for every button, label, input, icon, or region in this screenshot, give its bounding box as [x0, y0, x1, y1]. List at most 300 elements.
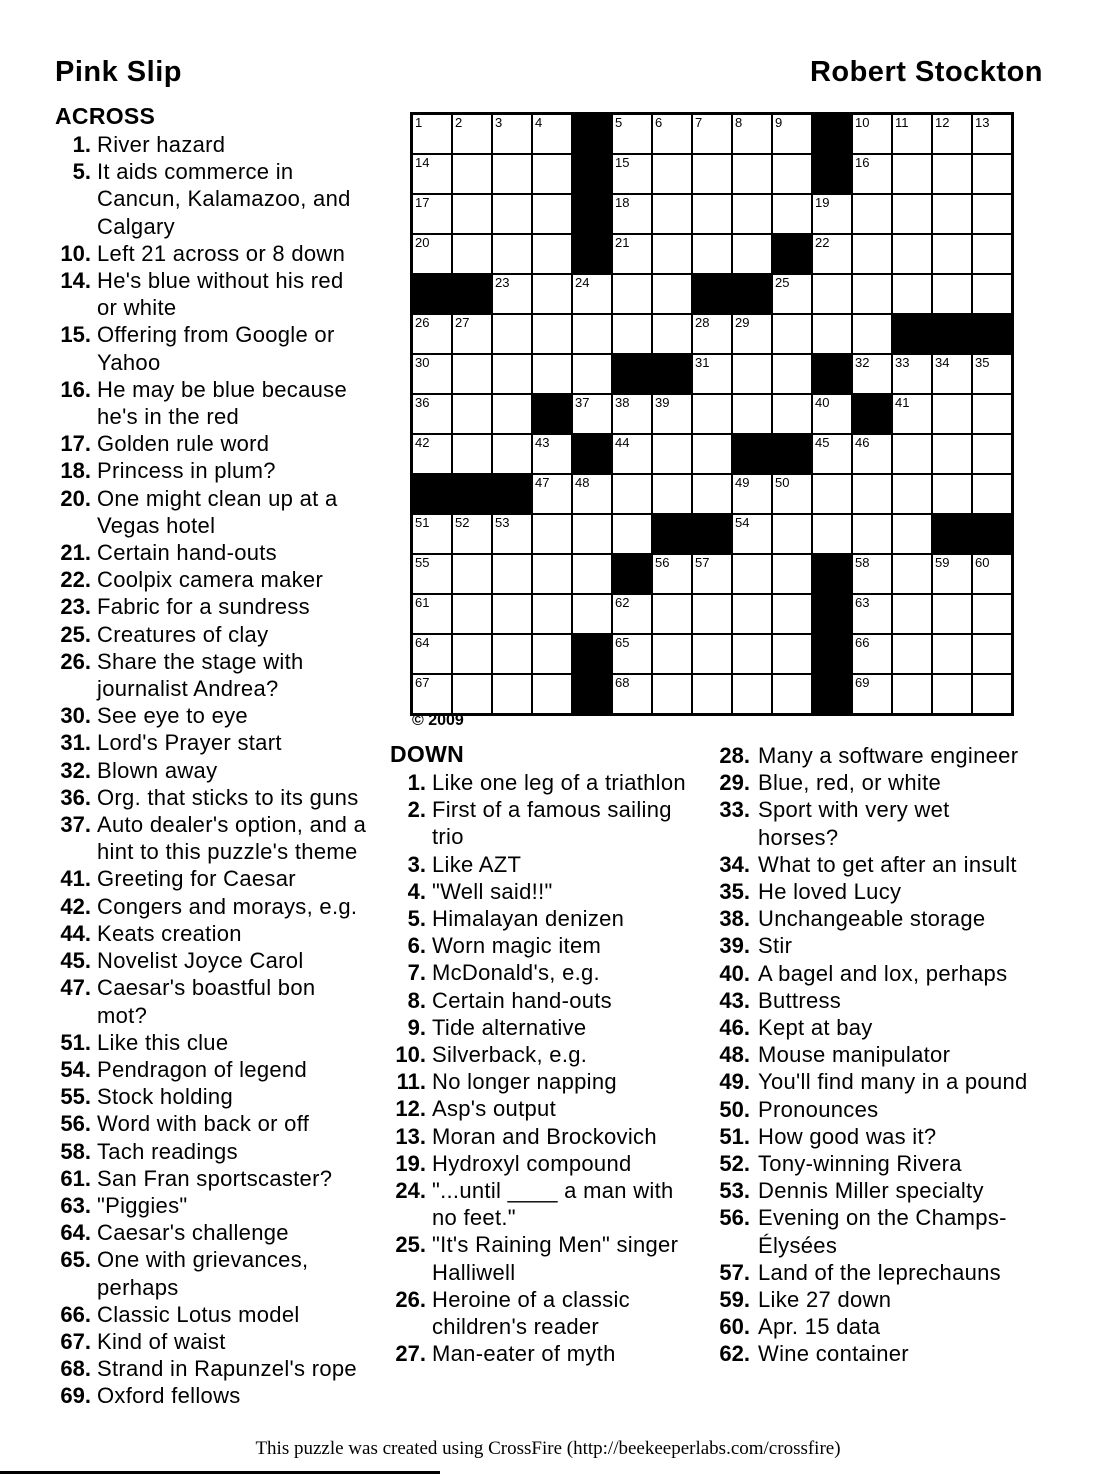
clue-item: [55, 757, 391, 784]
grid-cell-r10c10[interactable]: [812, 514, 852, 554]
clue-text-line: Sport with very wet: [758, 797, 950, 823]
clue-item: [55, 566, 391, 593]
grid-cell-r11c3[interactable]: [532, 554, 572, 594]
grid-cell-r8c13[interactable]: [932, 434, 972, 474]
grid-cell-r11c13[interactable]: [932, 554, 972, 594]
grid-cell-r7c14[interactable]: [972, 394, 1012, 434]
grid-cell-r6c4[interactable]: [572, 354, 612, 394]
grid-cell-r6c2[interactable]: [492, 354, 532, 394]
grid-cell-r1c1[interactable]: [452, 154, 492, 194]
cell-number: 31: [695, 355, 710, 370]
grid-cell-r8c7[interactable]: [692, 434, 732, 474]
grid-cell-r7c7[interactable]: [692, 394, 732, 434]
grid-cell-r7c13[interactable]: [932, 394, 972, 434]
grid-cell-r4c2[interactable]: [492, 274, 532, 314]
grid-cell-r5c5[interactable]: [612, 314, 652, 354]
grid-cell-r5c2[interactable]: [492, 314, 532, 354]
clue-number: 56.: [60, 1111, 91, 1137]
black-cell-r14c4: [572, 674, 612, 714]
grid-cell-r8c5[interactable]: [612, 434, 652, 474]
grid-cell-r2c0[interactable]: [412, 194, 452, 234]
clue-text-line: "Well said!!": [432, 878, 553, 904]
grid-cell-r3c5[interactable]: [612, 234, 652, 274]
clue-number: 55.: [60, 1084, 91, 1110]
grid-cell-r11c6[interactable]: [652, 554, 692, 594]
cell-number: 28: [695, 315, 710, 330]
grid-cell-r9c10[interactable]: [812, 474, 852, 514]
grid-cell-r10c4[interactable]: [572, 514, 612, 554]
clue-number: 6.: [407, 933, 426, 959]
grid-cell-r0c1[interactable]: [452, 114, 492, 154]
grid-cell-r6c0[interactable]: [412, 354, 452, 394]
grid-cell-r0c9[interactable]: [772, 114, 812, 154]
grid-cell-r4c10[interactable]: [812, 274, 852, 314]
clue-text-line: Buttress: [758, 987, 842, 1013]
clue-number: 51.: [719, 1123, 750, 1149]
clue-item: [390, 987, 720, 1014]
grid-cell-r10c5[interactable]: [612, 514, 652, 554]
clue-text-line: or white: [97, 295, 177, 321]
grid-cell-r11c1[interactable]: [452, 554, 492, 594]
cell-number: 49: [735, 475, 750, 490]
grid-cell-r13c13[interactable]: [932, 634, 972, 674]
grid-cell-r8c0[interactable]: [412, 434, 452, 474]
grid-cell-r1c8[interactable]: [732, 154, 772, 194]
cell-number: 62: [615, 595, 630, 610]
black-cell-r10c6: [652, 514, 692, 554]
grid-cell-r5c9[interactable]: [772, 314, 812, 354]
cell-number: 2: [455, 115, 463, 130]
grid-cell-r6c1[interactable]: [452, 354, 492, 394]
clue-number: 54.: [60, 1056, 91, 1082]
grid-cell-r0c14[interactable]: [972, 114, 1012, 154]
crossfire-credit: This puzzle was created using CrossFire (http://beekeeperlabs.com/crossfire): [255, 1438, 841, 1459]
grid-cell-r10c1[interactable]: [452, 514, 492, 554]
clue-text-line: Yahoo: [97, 349, 161, 375]
grid-cell-r9c3[interactable]: [532, 474, 572, 514]
grid-cell-r5c8[interactable]: [732, 314, 772, 354]
grid-cell-r9c12[interactable]: [892, 474, 932, 514]
cell-number: 30: [415, 355, 430, 370]
black-cell-r8c8: [732, 434, 772, 474]
cell-number: 10: [855, 115, 870, 130]
clue-text-line: Himalayan denizen: [432, 906, 625, 932]
grid-cell-r12c6[interactable]: [652, 594, 692, 634]
grid-cell-r4c12[interactable]: [892, 274, 932, 314]
grid-cell-r3c13[interactable]: [932, 234, 972, 274]
cell-number: 41: [895, 395, 910, 410]
grid-cell-r8c12[interactable]: [892, 434, 932, 474]
grid-cell-r1c14[interactable]: [972, 154, 1012, 194]
clue-number: 26.: [60, 648, 91, 674]
clue-number: 5.: [72, 159, 91, 185]
grid-cell-r1c5[interactable]: [612, 154, 652, 194]
grid-cell-r3c3[interactable]: [532, 234, 572, 274]
grid-cell-r11c7[interactable]: [692, 554, 732, 594]
grid-cell-r6c14[interactable]: [972, 354, 1012, 394]
grid-cell-r3c1[interactable]: [452, 234, 492, 274]
cell-number: 48: [575, 475, 590, 490]
clue-text-line: McDonald's, e.g.: [432, 960, 600, 986]
grid-cell-r9c6[interactable]: [652, 474, 692, 514]
grid-cell-r14c12[interactable]: [892, 674, 932, 714]
grid-cell-r7c5[interactable]: [612, 394, 652, 434]
grid-cell-r9c11[interactable]: [852, 474, 892, 514]
grid-cell-r13c3[interactable]: [532, 634, 572, 674]
grid-cell-r4c6[interactable]: [652, 274, 692, 314]
clue-text-line: Pronounces: [758, 1096, 879, 1122]
grid-cell-r1c0[interactable]: [412, 154, 452, 194]
clue-number: 30.: [60, 703, 91, 729]
clue-item: [55, 1219, 391, 1246]
grid-cell-r14c9[interactable]: [772, 674, 812, 714]
cell-number: 67: [415, 675, 430, 690]
cell-number: 6: [655, 115, 663, 130]
clue-text-line: "Piggies": [97, 1192, 188, 1218]
grid-cell-r1c9[interactable]: [772, 154, 812, 194]
clue-text-line: See eye to eye: [97, 703, 248, 729]
cell-number: 53: [495, 515, 510, 530]
clue-text-line: Caesar's boastful bon: [97, 975, 316, 1001]
clue-number: 26.: [395, 1286, 426, 1312]
grid-cell-r13c9[interactable]: [772, 634, 812, 674]
clue-item: [55, 267, 391, 321]
grid-cell-r0c11[interactable]: [852, 114, 892, 154]
clue-item: [714, 932, 1058, 959]
grid-cell-r14c11[interactable]: [852, 674, 892, 714]
grid-cell-r7c0[interactable]: [412, 394, 452, 434]
grid-cell-r11c11[interactable]: [852, 554, 892, 594]
clue-text-line: Blue, red, or white: [758, 770, 942, 796]
grid-cell-r14c1[interactable]: [452, 674, 492, 714]
clue-number: 53.: [719, 1178, 750, 1204]
grid-cell-r4c13[interactable]: [932, 274, 972, 314]
clue-item: [55, 1056, 391, 1083]
cell-number: 61: [415, 595, 430, 610]
grid-cell-r13c0[interactable]: [412, 634, 452, 674]
clue-number: 59.: [719, 1287, 750, 1313]
grid-cell-r7c2[interactable]: [492, 394, 532, 434]
grid-cell-r14c2[interactable]: [492, 674, 532, 714]
clue-item: [390, 1150, 720, 1177]
grid-cell-r11c14[interactable]: [972, 554, 1012, 594]
grid-cell-r8c2[interactable]: [492, 434, 532, 474]
grid-cell-r12c1[interactable]: [452, 594, 492, 634]
clue-text-line: Élysées: [758, 1232, 838, 1258]
cell-number: 56: [655, 555, 670, 570]
clue-item: [390, 959, 720, 986]
grid-cell-r14c13[interactable]: [932, 674, 972, 714]
grid-cell-r3c14[interactable]: [972, 234, 1012, 274]
grid-cell-r14c5[interactable]: [612, 674, 652, 714]
cell-number: 51: [415, 515, 430, 530]
grid-cell-r3c12[interactable]: [892, 234, 932, 274]
grid-cell-r12c5[interactable]: [612, 594, 652, 634]
clue-text-line: He loved Lucy: [758, 879, 902, 905]
grid-cell-r4c11[interactable]: [852, 274, 892, 314]
grid-cell-r2c14[interactable]: [972, 194, 1012, 234]
grid-cell-r5c10[interactable]: [812, 314, 852, 354]
grid-cell-r2c3[interactable]: [532, 194, 572, 234]
cell-number: 18: [615, 195, 630, 210]
grid-cell-r13c1[interactable]: [452, 634, 492, 674]
grid-cell-r12c2[interactable]: [492, 594, 532, 634]
grid-cell-r12c9[interactable]: [772, 594, 812, 634]
grid-cell-r11c12[interactable]: [892, 554, 932, 594]
black-cell-r9c0: [412, 474, 452, 514]
grid-cell-r0c5[interactable]: [612, 114, 652, 154]
clue-text-line: Tach readings: [97, 1138, 238, 1164]
grid-cell-r3c7[interactable]: [692, 234, 732, 274]
grid-cell-r7c12[interactable]: [892, 394, 932, 434]
grid-cell-r1c3[interactable]: [532, 154, 572, 194]
grid-cell-r3c10[interactable]: [812, 234, 852, 274]
grid-cell-r8c10[interactable]: [812, 434, 852, 474]
clue-text-line: Certain hand-outs: [432, 987, 612, 1013]
clue-number: 64.: [60, 1220, 91, 1246]
grid-cell-r12c13[interactable]: [932, 594, 972, 634]
grid-cell-r7c10[interactable]: [812, 394, 852, 434]
grid-cell-r12c7[interactable]: [692, 594, 732, 634]
grid-cell-r4c4[interactable]: [572, 274, 612, 314]
grid-cell-r13c7[interactable]: [692, 634, 732, 674]
cell-number: 26: [415, 315, 430, 330]
clue-number: 47.: [60, 975, 91, 1001]
grid-cell-r10c2[interactable]: [492, 514, 532, 554]
grid-cell-r7c4[interactable]: [572, 394, 612, 434]
grid-cell-r10c11[interactable]: [852, 514, 892, 554]
grid-cell-r6c7[interactable]: [692, 354, 732, 394]
grid-cell-r13c6[interactable]: [652, 634, 692, 674]
clue-item: [714, 1340, 1058, 1367]
cell-number: 14: [415, 155, 430, 170]
clue-item: [55, 1301, 391, 1328]
grid-cell-r7c1[interactable]: [452, 394, 492, 434]
clue-text-line: Kept at bay: [758, 1015, 873, 1041]
clue-text-line: Silverback, e.g.: [432, 1042, 588, 1068]
grid-cell-r12c0[interactable]: [412, 594, 452, 634]
down-clue-list-col1: [390, 769, 720, 1367]
grid-cell-r12c8[interactable]: [732, 594, 772, 634]
clue-number: 65.: [60, 1247, 91, 1273]
grid-cell-r3c6[interactable]: [652, 234, 692, 274]
down-clue-list-col2: [714, 742, 1058, 1368]
cell-number: 35: [975, 355, 990, 370]
grid-cell-r13c12[interactable]: [892, 634, 932, 674]
grid-cell-r4c3[interactable]: [532, 274, 572, 314]
clue-text-line: Certain hand-outs: [97, 540, 277, 566]
grid-cell-r14c8[interactable]: [732, 674, 772, 714]
grid-cell-r1c6[interactable]: [652, 154, 692, 194]
grid-cell-r3c8[interactable]: [732, 234, 772, 274]
grid-cell-r12c14[interactable]: [972, 594, 1012, 634]
grid-cell-r11c8[interactable]: [732, 554, 772, 594]
grid-cell-r13c2[interactable]: [492, 634, 532, 674]
grid-cell-r1c13[interactable]: [932, 154, 972, 194]
grid-cell-r2c11[interactable]: [852, 194, 892, 234]
grid-cell-r2c12[interactable]: [892, 194, 932, 234]
clue-text-line: You'll find many in a pound: [758, 1069, 1028, 1095]
grid-cell-r5c1[interactable]: [452, 314, 492, 354]
grid-cell-r13c14[interactable]: [972, 634, 1012, 674]
clue-number: 2.: [407, 797, 426, 823]
clue-text-line: no feet.": [432, 1205, 516, 1231]
grid-cell-r4c9[interactable]: [772, 274, 812, 314]
grid-cell-r0c7[interactable]: [692, 114, 732, 154]
black-cell-r4c0: [412, 274, 452, 314]
grid-cell-r9c9[interactable]: [772, 474, 812, 514]
clue-text-line: San Fran sportscaster?: [97, 1165, 333, 1191]
clue-item: [55, 593, 391, 620]
grid-cell-r5c3[interactable]: [532, 314, 572, 354]
grid-cell-r0c8[interactable]: [732, 114, 772, 154]
grid-cell-r7c8[interactable]: [732, 394, 772, 434]
grid-cell-r2c2[interactable]: [492, 194, 532, 234]
cell-number: 43: [535, 435, 550, 450]
clue-text-line: Hydroxyl compound: [432, 1150, 632, 1176]
grid-cell-r10c9[interactable]: [772, 514, 812, 554]
grid-cell-r9c8[interactable]: [732, 474, 772, 514]
grid-cell-r12c11[interactable]: [852, 594, 892, 634]
grid-cell-r7c6[interactable]: [652, 394, 692, 434]
grid-cell-r13c5[interactable]: [612, 634, 652, 674]
grid-cell-r0c3[interactable]: [532, 114, 572, 154]
cell-number: 12: [935, 115, 950, 130]
grid-cell-r1c7[interactable]: [692, 154, 732, 194]
grid-cell-r8c1[interactable]: [452, 434, 492, 474]
grid-cell-r2c5[interactable]: [612, 194, 652, 234]
grid-cell-r13c8[interactable]: [732, 634, 772, 674]
grid-cell-r2c9[interactable]: [772, 194, 812, 234]
grid-cell-r2c13[interactable]: [932, 194, 972, 234]
grid-cell-r14c7[interactable]: [692, 674, 732, 714]
clue-number: 44.: [60, 920, 91, 946]
grid-cell-r6c13[interactable]: [932, 354, 972, 394]
grid-cell-r0c13[interactable]: [932, 114, 972, 154]
grid-cell-r9c13[interactable]: [932, 474, 972, 514]
clue-item: [714, 1041, 1058, 1068]
grid-cell-r11c2[interactable]: [492, 554, 532, 594]
grid-cell-r8c6[interactable]: [652, 434, 692, 474]
black-cell-r13c10: [812, 634, 852, 674]
grid-cell-r5c6[interactable]: [652, 314, 692, 354]
grid-cell-r1c12[interactable]: [892, 154, 932, 194]
grid-cell-r0c0[interactable]: [412, 114, 452, 154]
grid-cell-r9c7[interactable]: [692, 474, 732, 514]
grid-cell-r2c1[interactable]: [452, 194, 492, 234]
grid-cell-r11c4[interactable]: [572, 554, 612, 594]
clue-text-line: Heroine of a classic: [432, 1286, 630, 1312]
grid-cell-r14c3[interactable]: [532, 674, 572, 714]
clue-item: [390, 1340, 720, 1367]
black-cell-r11c5: [612, 554, 652, 594]
clue-number: 11.: [396, 1069, 426, 1095]
grid-cell-r9c5[interactable]: [612, 474, 652, 514]
clue-item: [55, 158, 391, 240]
clue-text-line: Offering from Google or: [97, 322, 335, 348]
grid-cell-r7c9[interactable]: [772, 394, 812, 434]
cell-number: 65: [615, 635, 630, 650]
grid-cell-r8c11[interactable]: [852, 434, 892, 474]
clue-text-line: children's reader: [432, 1314, 600, 1340]
cell-number: 1: [415, 115, 423, 130]
grid-cell-r12c12[interactable]: [892, 594, 932, 634]
clue-item: [714, 1096, 1058, 1123]
clue-text-line: Fabric for a sundress: [97, 594, 310, 620]
grid-cell-r2c7[interactable]: [692, 194, 732, 234]
grid-cell-r9c14[interactable]: [972, 474, 1012, 514]
grid-cell-r10c8[interactable]: [732, 514, 772, 554]
clue-text-line: Unchangeable storage: [758, 906, 986, 932]
grid-cell-r4c14[interactable]: [972, 274, 1012, 314]
grid-cell-r8c3[interactable]: [532, 434, 572, 474]
clue-number: 43.: [719, 987, 750, 1013]
grid-cell-r13c11[interactable]: [852, 634, 892, 674]
grid-cell-r14c6[interactable]: [652, 674, 692, 714]
grid-cell-r12c3[interactable]: [532, 594, 572, 634]
clue-number: 7.: [407, 960, 426, 986]
clue-text-line: Tide alternative: [432, 1014, 587, 1040]
clue-text-line: Cancun, Kalamazoo, and: [97, 186, 351, 212]
grid-cell-r8c14[interactable]: [972, 434, 1012, 474]
grid-cell-r0c12[interactable]: [892, 114, 932, 154]
grid-cell-r12c4[interactable]: [572, 594, 612, 634]
clue-item: [714, 1123, 1058, 1150]
grid-cell-r6c11[interactable]: [852, 354, 892, 394]
grid-cell-r5c11[interactable]: [852, 314, 892, 354]
clue-text-line: hint to this puzzle's theme: [97, 839, 358, 865]
grid-cell-r5c0[interactable]: [412, 314, 452, 354]
grid-cell-r11c0[interactable]: [412, 554, 452, 594]
clue-text-line: First of a famous sailing: [432, 797, 672, 823]
clue-text-line: How good was it?: [758, 1123, 937, 1149]
clue-text-line: Stir: [758, 933, 793, 959]
grid-cell-r0c2[interactable]: [492, 114, 532, 154]
clue-text-line: Auto dealer's option, and a: [97, 812, 367, 838]
grid-cell-r10c12[interactable]: [892, 514, 932, 554]
grid-cell-r5c4[interactable]: [572, 314, 612, 354]
grid-cell-r1c11[interactable]: [852, 154, 892, 194]
clue-item: [55, 784, 391, 811]
grid-cell-r9c4[interactable]: [572, 474, 612, 514]
grid-cell-r6c8[interactable]: [732, 354, 772, 394]
grid-cell-r2c8[interactable]: [732, 194, 772, 234]
grid-cell-r11c9[interactable]: [772, 554, 812, 594]
grid-cell-r5c7[interactable]: [692, 314, 732, 354]
clue-item: [55, 729, 391, 756]
grid-cell-r2c6[interactable]: [652, 194, 692, 234]
grid-cell-r3c2[interactable]: [492, 234, 532, 274]
grid-cell-r1c2[interactable]: [492, 154, 532, 194]
grid-cell-r4c5[interactable]: [612, 274, 652, 314]
grid-cell-r10c3[interactable]: [532, 514, 572, 554]
grid-cell-r10c0[interactable]: [412, 514, 452, 554]
grid-cell-r6c3[interactable]: [532, 354, 572, 394]
grid-cell-r14c0[interactable]: [412, 674, 452, 714]
clue-item: [55, 131, 391, 158]
grid-cell-r2c10[interactable]: [812, 194, 852, 234]
cell-number: 34: [935, 355, 950, 370]
black-cell-r6c6: [652, 354, 692, 394]
grid-cell-r3c0[interactable]: [412, 234, 452, 274]
grid-cell-r0c6[interactable]: [652, 114, 692, 154]
black-cell-r14c10: [812, 674, 852, 714]
black-cell-r4c1: [452, 274, 492, 314]
grid-cell-r6c9[interactable]: [772, 354, 812, 394]
grid-cell-r6c12[interactable]: [892, 354, 932, 394]
grid-cell-r3c11[interactable]: [852, 234, 892, 274]
grid-cell-r14c14[interactable]: [972, 674, 1012, 714]
